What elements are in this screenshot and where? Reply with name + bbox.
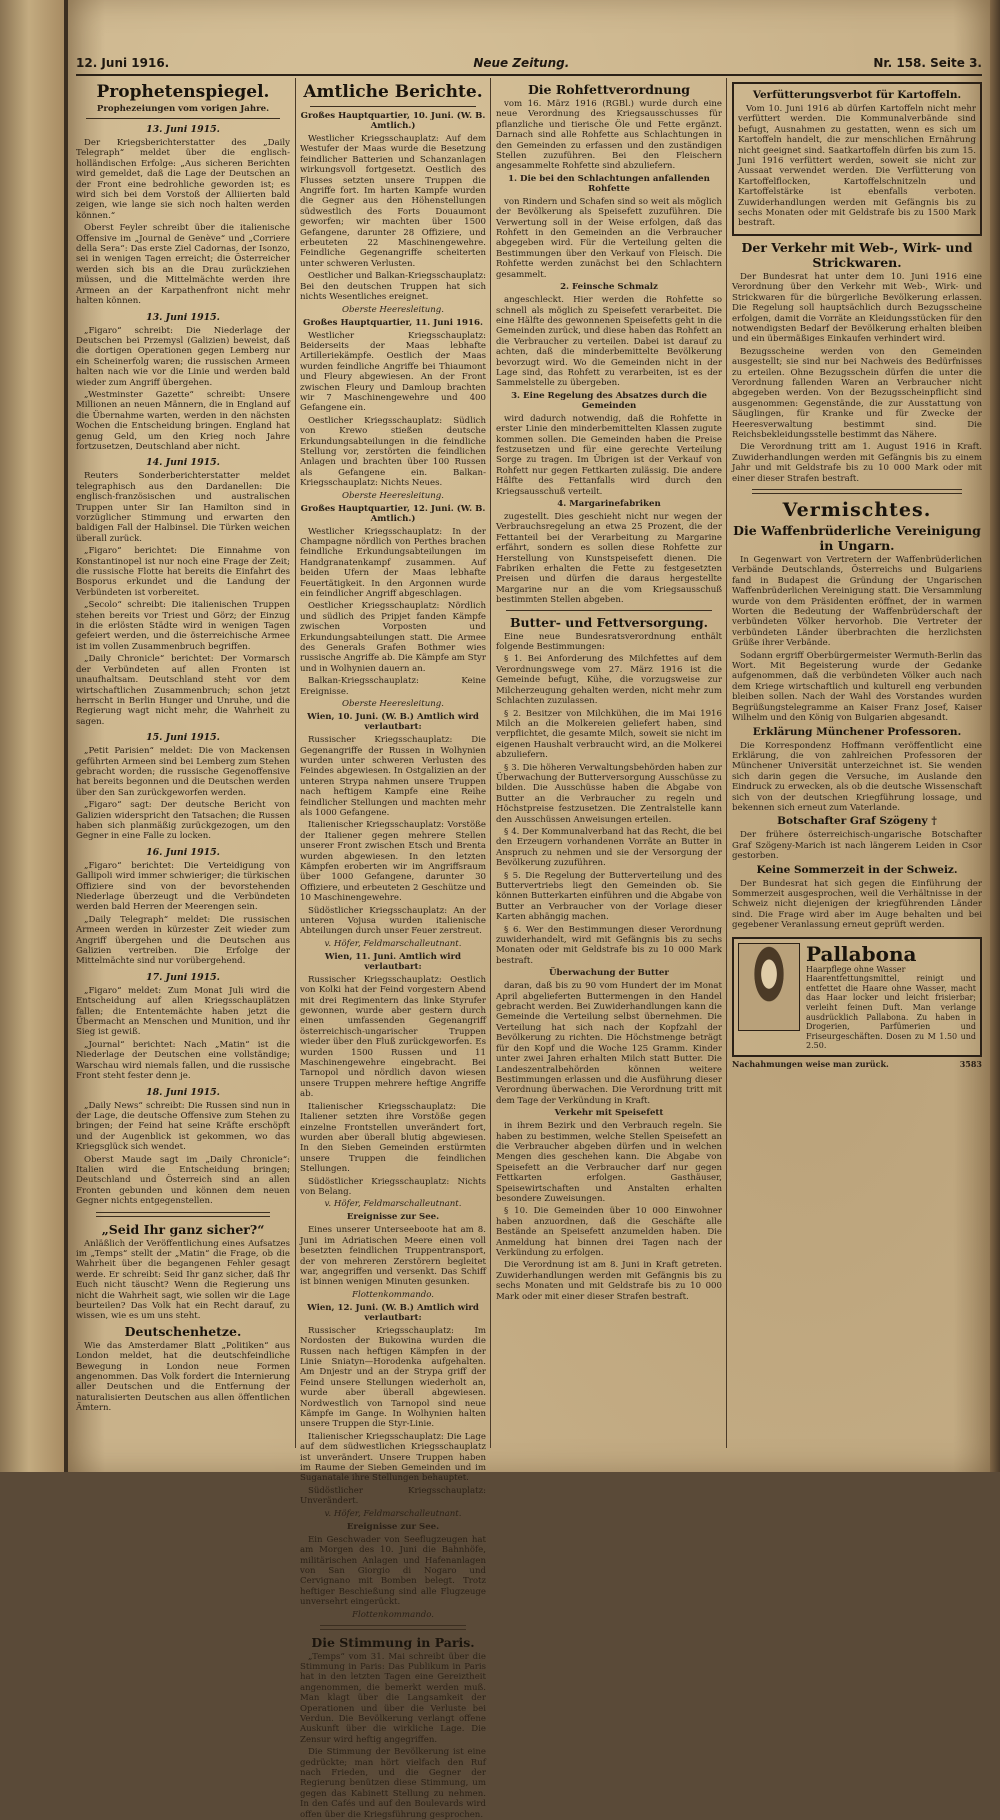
ad-portrait-image [738, 943, 800, 1031]
report-signature: v. Höfer, Feldmarschalleutnant. [324, 1508, 462, 1519]
column-1 [76, 80, 290, 1448]
article-paragraph: Italienischer Kriegsschauplatz: Vorstöße der Italiener gegen mehrere Stellen unserer Front zwischen Etsch und Brenta wurden abgewiesen. In den letzten Kämpfen eroberten wir im Angriffsraum über 1000 Gefangene, darunter 30 Offiziere, und erbeuteten 2 Geschütze und 10 Maschinengewehre. [300, 820, 486, 904]
article-paragraph: § 4. Der Kommunalverband hat das Recht, die bei den Erzeugern vorhandenen Vorräte an Butter in Anspruch zu nehmen und sie der Versorgung der Bevölkerung zuzuführen. [496, 826, 722, 869]
divider [752, 489, 962, 494]
article-paragraph: Wie das Amsterdamer Blatt „Politiken“ aus London meldet, hat die deutschfeindliche Bewegung in London neue Formen angenommen. Das Volk fordert die Internierung aller Deutschen und die Entfernung der naturalisierten Deutschen aus allen öffentlichen Ämtern. [76, 1340, 290, 1414]
article-title: Die Stimmung in Paris. [311, 1634, 475, 1650]
article-paragraph: „Westminster Gazette“ schreibt: Unsere Millionen an neuen Männern, die in England auf die Übernahme warten, werden in den nächsten Wochen die Entscheidung bringen. England hat genug Geld, um den Krieg noch Jahre fortzusetzen, Deutschland aber nicht. [76, 389, 290, 452]
article-subheading: 3. Eine Regelung des Absatzes durch die Gemeinden [511, 390, 707, 411]
report-dateline: Ereignisse zur See. [346, 1212, 440, 1223]
article-paragraph: in ihrem Bezirk und den Verbrauch regeln. Sie haben zu bestimmen, welche Stellen Speisefett an die Verbraucher abgeben dürfen und in welchen Mengen dies geschehen kann. Die Abgabe von Speisefett an die Verbraucher darf nur gegen Fettkarten erfolgen. Gasthäuser, Speisewirtschaften und Anstalten erhalten besondere Zuweisungen. [496, 1121, 722, 1204]
entry-date: 14. Juni 1915. [146, 457, 220, 469]
article-paragraph: Russischer Kriegsschauplatz: Oestlich von Kolki hat der Feind vorgestern Abend mit drei Regimentern das linke Styrufer gewonnen, wurde aber gestern durch einen umfassenden Gegenangriff österreichisch-ungarischer Truppen wieder über den Fluß zurückgeworfen. Es wurden 1500 Russen und 11 Maschinengewehre eingebracht. Bei Tarnopol und nördlich davon wiesen unsere Truppen mehrere heftige Angriffe ab. [300, 974, 486, 1100]
article-title: Botschafter Graf Szögeny † [777, 815, 937, 828]
article-paragraph: Die Korrespondenz Hoffmann veröffentlicht eine Erklärung, die von zahlreichen Professoren der Münchener Universität unterzeichnet ist. Sie wenden sich darin gegen die Versuche, im Auslande den Eindruck zu erwecken, als ob die deutsche Wissenschaft sich von der deutschen Kriegführung lossage, und bekennen sich erneut zum Vaterlande. [732, 740, 982, 813]
article-subheading: 1. Die bei den Schlachtungen anfallenden Rohfette [508, 173, 710, 194]
article-paragraph: „Figaro“ berichtet: Die Einnahme von Konstantinopel ist nur noch eine Frage der Zeit; die russische Flotte hat bereits die Einfahrt des Bosporus erkundet und die Landung der Verbündeten ist vorbereitet. [76, 546, 290, 598]
report-dateline: Großes Hauptquartier, 10. Juni. (W. B. Amtlich.) [300, 111, 486, 131]
article-title: Die Waffenbrüderliche Vereinigung in Ungarn. [733, 523, 981, 553]
article-subheading: Überwachung der Butter [549, 968, 669, 979]
article-paragraph: wird dadurch notwendig, daß die Rohfette in erster Linie den minderbemittelten Klassen zugute kommen sollen. Die Gemeinden haben die Preise festzusetzen und für eine gerechte Verteilung Sorge zu tragen. Im Übrigen ist der Verkauf von Rohfett nur gegen Fettkarten zulässig. Die andere Hälfte des Fettanfalls wird durch den Kriegsausschuß verteilt. [496, 413, 722, 497]
article-paragraph: Oestlicher Kriegsschauplatz: Südlich von Krewo stießen deutsche Erkundungsabteilungen in die feindliche Stellung vor, zerstörten die feindlichen Anlagen und brachten über 100 Russen als Gefangene ein. Balkan-Kriegsschauplatz: Nichts Neues. [300, 415, 486, 489]
article-paragraph: „Daily News“ schreibt: Die Russen sind nun in der Lage, die deutsche Offensive zum Stehen zu bringen; der Feind hat seine Kräfte erschöpft und der Augenblick ist gekommen, wo das Kriegsglück sich wendet. [76, 1100, 290, 1153]
report-dateline: Großes Hauptquartier, 12. Juni. (W. B. Amtlich.) [300, 503, 486, 524]
article-paragraph: Südöstlicher Kriegsschauplatz: Nichts von Belang. [300, 1176, 486, 1197]
article-paragraph: „Daily Telegraph“ meldet: Die russischen Armeen werden in kürzester Zeit wieder zum Angriff übergehen und die Deutschen aus Galizien vertreiben. Die Erfolge der Mittelmächte sind nur vorübergehend. [76, 914, 290, 967]
column-2 [300, 80, 486, 1820]
article-paragraph: zugestellt. Dies geschieht nicht nur wegen der Verbrauchsregelung an etwa 25 Prozent, die der Fettanteil bei der Verarbeitung zu Margarine erfährt, sondern es sollen diese Rohfette zur Herstellung von Kunstspeisefett dienen. Die Fabriken erhalten die Fette zu festgesetzten Preisen und dürfen die daraus hergestellte Margarine nur an die vom Kriegsausschuß bestimmten Stellen abgeben. [496, 512, 722, 606]
ad-description: Haarentfettungsmittel, reinigt und entfettet die Haare ohne Wasser, macht das Haar locker und leicht frisierbar; verleiht feinen Duft. Man verlange ausdrücklich Pallabona. Zu haben in Drogerien, Parfümerien und Friseurgeschäften. Dosen zu M 1.50 und 2.50. [806, 974, 976, 1051]
divider [96, 1212, 270, 1217]
article-title: Erklärung Münchener Professoren. [752, 725, 962, 738]
ad-code: 3583 [959, 1058, 982, 1069]
entry-date: 17. Juni 1915. [146, 971, 220, 983]
article-paragraph: daran, daß bis zu 90 vom Hundert der im Monat April abgelieferten Buttermengen in den Handel gebracht werden. Bei Zuwiderhandlungen kann die Gemeinde die Verteilung selbst übernehmen. Die Verteilung hat sich nach der Kopfzahl der Bevölkerung zu richten. Die Höchstmenge beträgt für den Kopf und die Woche 125 Gramm. Kinder unter zwei Jahren erhalten Milch statt Butter. Die Landeszentralbehörden können weitere Bestimmungen erlassen und die Ausführung dieser Verordnung überwachen. Die Verordnung tritt mit dem Tage der Verkündung in Kraft. [496, 981, 722, 1106]
article-paragraph: Die Verordnung ist am 8. Juni in Kraft getreten. Zuwiderhandlungen werden mit Gefängnis bis zu sechs Monaten und mit Geldstrafe bis zu 10 000 Mark oder mit einer dieser Strafen bestraft. [496, 1260, 722, 1302]
section-title: Prophetenspiegel. [96, 82, 270, 102]
article-paragraph: Der frühere österreichisch-ungarische Botschafter Graf Szögeny-Marich ist nach längerem Leiden in Csor gestorben. [732, 830, 982, 862]
article-paragraph: § 1. Bei Anforderung des Milchfettes auf dem Verordnungswege vom 27. März 1916 ist die Gemeinde befugt, Kühe, die vorzugsweise zur Milcherzeugung gehalten werden, nicht mehr zum Schlachten zuzulassen. [496, 654, 722, 707]
article-paragraph: Die Stimmung der Bevölkerung ist eine gedrückte; man hört vielfach den Ruf nach Frieden, und die Gegner der Regierung benützen diese Stimmung, um gegen das Kabinett Stellung zu nehmen. In den Cafés und auf den Boulevards wird offen über die Kriegsführung gesprochen. [300, 1747, 486, 1820]
section-subtitle: Prophezeiungen vom vorigen Jahre. [96, 104, 270, 114]
column-rule [490, 78, 491, 1448]
article-paragraph: § 6. Wer den Bestimmungen dieser Verordnung zuwiderhandelt, wird mit Gefängnis bis zu sechs Monaten oder mit Geldstrafe bis zu 10 000 Mark bestraft. [496, 924, 722, 966]
article-paragraph: Südöstlicher Kriegsschauplatz: An der unteren Vojusa wurden italienische Abteilungen durch unser Feuer zerstreut. [300, 905, 486, 937]
article-paragraph: Westlicher Kriegsschauplatz: In der Champagne nördlich von Perthes brachen feindliche Erkundungsabteilungen im Handgranatenkampf zusammen. Auf beiden Ufern der Maas lebhafte Feuertätigkeit. In den Argonnen wurde ein feindlicher Angriff abgeschlagen. [300, 526, 486, 600]
header-issue-page: Nr. 158. Seite 3. [873, 56, 982, 70]
article-paragraph: Italienischer Kriegsschauplatz: Die Lage auf dem südwestlichen Kriegsschauplatz ist unverändert. Unsere Truppen haben im Raume der Sieben Gemeinden und im Suganatale ihre Stellungen behauptet. [300, 1431, 486, 1484]
article-paragraph: Westlicher Kriegsschauplatz: Beiderseits der Maas lebhafte Artilleriekämpfe. Oestlich der Maas wurden feindliche Angriffe bei Thiaumont und Fleury abgewiesen. An der Front zwischen Fleury und Damloup brachten wir 7 Maschinengewehre und 400 Gefangene ein. [300, 330, 486, 414]
divider [86, 118, 280, 119]
article-paragraph: Eine neue Bundesratsverordnung enthält folgende Bestimmungen: [496, 631, 722, 653]
report-dateline: Wien, 11. Juni. Amtlich wird verlautbart: [324, 951, 462, 972]
report-signature: Oberste Heeresleitung. [341, 699, 445, 710]
article-paragraph: angeschleckt. Hier werden die Rohfette so schnell als möglich zu Speisefett verarbeitet. Die eine Hälfte des gewonnenen Speisefetts geht in die Gemeinden zurück, und diese haben das Rohfett an die Verbraucher zu verteilen. Dabei ist darauf zu achten, daß die minderbemittelte Bevölkerung bevorzugt wird. Wo die Gemeinden nicht in der Lage sind, das Rohfett zu verarbeiten, ist es der Sammelstelle zu übergeben. [496, 295, 722, 389]
column-rule [726, 78, 727, 1448]
article-subheading: 2. Feinsche Schmalz [560, 282, 658, 293]
ad-footer [732, 1059, 982, 1069]
article-paragraph: „Journal“ berichtet: Nach „Matin“ ist die Niederlage der Deutschen eine vollständige; Warschau wird niemals fallen, und die russische Front steht fester denn je. [76, 1039, 290, 1082]
advertisement [732, 937, 982, 1057]
article-subheading: 4. Margarinefabriken [557, 499, 661, 509]
article-subheading: Verkehr mit Speisefett [554, 1108, 664, 1119]
report-dateline: Wien, 12. Juni. (W. B.) Amtlich wird verlautbart: [307, 1302, 479, 1323]
article-paragraph: Anläßlich der Veröffentlichung eines Aufsatzes im „Temps“ stellt der „Matin“ die Frage, ob die Wahrheit über die begangenen Fehler gesagt werde. Er schreibt: Seid Ihr ganz sicher, daß Ihr Euch nicht täuscht? Wenn die Regierung uns nicht die Wahrheit sagt, wie sollen wir die Lage beurteilen? Das Volk hat ein Recht darauf, zu wissen, wie es um uns steht. [76, 1238, 290, 1322]
header-paper-name: Neue Zeitung. [473, 56, 570, 70]
article-paragraph: Russischer Kriegsschauplatz: Im Nordosten der Bukowina wurden die Russen nach heftigen Kämpfen in der Linie Sniatyn—Horodenka aufgehalten. Am Dnjestr und an der Strypa griff der Feind unsere Stellungen wiederholt an, wurde aber überall abgewiesen. Nordwestlich von Tarnopol sind neue Kämpfe im Gange. In Wolhynien halten unsere Truppen die Styr-Linie. [300, 1325, 486, 1430]
report-dateline: Wien, 10. Juni. (W. B.) Amtlich wird verlautbart: [307, 712, 479, 733]
article-paragraph: von Rindern und Schafen sind so weit als möglich der Bevölkerung als Speisefett zuzuführen. Die Verwertung soll in der Weise erfolgen, daß das Rohfett in den Gemeinden an die Verbraucher abgegeben wird. Für die Verteilung gelten die Bestimmungen über den Verkauf von Fleisch. Die Rohfette werden zunächst bei den Schlachtern gesammelt. [496, 196, 722, 280]
ad-tagline: Haarpflege ohne Wasser [806, 964, 906, 974]
ad-brand-name: Pallabona [806, 941, 917, 966]
entry-date: 13. Juni 1915. [146, 124, 220, 135]
report-dateline: Ereignisse zur See. [346, 1521, 440, 1532]
report-signature: Flottenkommando. [351, 1609, 434, 1620]
article-paragraph: In Gegenwart von Vertretern der Waffenbrüderlichen Verbände Deutschlands, Österreichs und Bulgariens fand in Budapest die Gründung der Ungarischen Waffenbrüderlichen Vereinigung statt. Die Versammlung wurde von dem Präsidenten eröffnet, der in warmen Worten die Bedeutung der Waffenbrüderschaft der verbündeten Völker hervorhob. Die Vertreter der verbündeten Länder überbrachten die herzlichsten Grüße ihrer Verbände. [732, 555, 982, 649]
article-title: Deutschenhetze. [124, 1323, 242, 1339]
divider [320, 1625, 466, 1630]
article-paragraph: „Secolo“ schreibt: Die italienischen Truppen stehen bereits vor Triest und Görz; der Einzug in die erlösten Städte wird in wenigen Tagen gefeiert werden, und die österreichische Armee ist im vollen Zusammenbruch begriffen. [76, 600, 290, 652]
article-paragraph: Russischer Kriegsschauplatz: Die Gegenangriffe der Russen in Wolhynien wurden unter schweren Verlusten des Feindes abgewiesen. In Ostgalizien an der unteren Strypa nahmen unsere Truppen nach heftigem Kampfe eine Reihe feindlicher Stellungen und machten mehr als 1000 Gefangene. [300, 735, 486, 818]
previous-page-edge [0, 0, 68, 1472]
article-paragraph: Der Bundesrat hat unter dem 10. Juni 1916 eine Verordnung über den Verkehr mit Web-, Wirk- und Strickwaren für die bürgerliche Bevölkerung erlassen. Die Regelung soll hauptsächlich durch Bezugsscheine erfolgen, damit die Vorräte an Kleidungsstücken für den notwendigsten Bedarf der Bevölkerung erhalten bleiben und ein übermäßiges Einkaufen verhindert wird. [732, 271, 982, 345]
article-paragraph: § 2. Besitzer von Milchkühen, die im Mai 1916 Milch an die Molkereien geliefert haben, sind verpflichtet, die gesamte Milch, soweit sie nicht im eigenen Haushalt verbraucht wird, an die Molkerei abzuliefern. [496, 708, 722, 761]
article-title: Keine Sommerzeit in der Schweiz. [756, 863, 958, 876]
section-title: Amtliche Berichte. [303, 82, 483, 102]
divider [310, 106, 476, 107]
article-paragraph: „Figaro“ meldet: Zum Monat Juli wird die Entscheidung auf allen Kriegsschauplätzen fallen; die Ententemächte haben jetzt die Übermacht an Menschen und Munition, und ihr Sieg ist gewiß. [76, 985, 290, 1038]
article-paragraph: „Figaro“ sagt: Der deutsche Bericht von Galizien widerspricht den Tatsachen; die Russen haben sich planmäßig zurückgezogen, um den Gegner in eine Falle zu locken. [76, 800, 290, 842]
article-paragraph: Ein Geschwader von Seeflugzeugen hat am Morgen des 10. Juni die Bahnhöfe, militärischen Anlagen und Hafenanlagen von San Giorgio di Nogaro und Cervignano mit Bomben belegt. Trotz heftiger Beschießung sind alle Flugzeuge unversehrt eingerückt. [300, 1534, 486, 1608]
column-4 [732, 80, 982, 1448]
article-title: Butter- und Fettversorgung. [509, 614, 708, 630]
page-header [76, 52, 982, 76]
entry-date: 13. Juni 1915. [146, 311, 220, 323]
newspaper-page [68, 0, 990, 1820]
article-title: Verfütterungsverbot für Kartoffeln. [752, 89, 962, 101]
article-paragraph: Oberst Feyler schreibt über die italienische Offensive im „Journal de Genève“ und „Corriere della Sera“: Das erste Ziel Cadornas, der Isonzo, sei in wenigen Tagen erreicht; die Österreicher werden sich bis an die Drau zurückziehen müssen, und die Mittelmächte werden ihre Armeen an der Karpathenfront nicht mehr halten können. [76, 223, 290, 307]
ad-footer-note: Nachahmungen weise man zurück. [732, 1058, 889, 1069]
article-title: Die Rohfettverordnung [527, 82, 691, 97]
article-paragraph: Eines unserer Unterseeboote hat am 8. Juni im Adriatischen Meere einen voll besetzten feindlichen Truppentransport, der von mehreren Zerstörern begleitet war, angegriffen und versenkt. Das Schiff ist binnen wenigen Minuten gesunken. [300, 1225, 486, 1288]
article-paragraph: Vom 10. Juni 1916 ab dürfen Kartoffeln nicht mehr verfüttert werden. Die Kommunalverbände sind befugt, Ausnahmen zu gestatten, wenn es sich um Kartoffeln handelt, die zur menschlichen Ernährung nicht geeignet sind. Saatkartoffeln dürfen bis zum 15. Juni 1916 verfüttert werden, soweit sie nicht zur Aussaat verwendet werden. Die Verfütterung von Kartoffelflocken, Kartoffelschnitzeln und Kartoffelstärke ist ebenfalls verboten. Zuwiderhandlungen werden mit Gefängnis bis zu sechs Monaten oder mit Geldstrafe bis zu 1500 Mark bestraft. [738, 104, 976, 229]
article-paragraph: § 5. Die Regelung der Butterverteilung und des Buttervertriebs liegt den Gemeinden ob. Sie können Butterkarten einführen und die Abgabe von Butter an Verbraucher von der Vorlage dieser Karten abhängig machen. [496, 870, 722, 923]
entry-date: 15. Juni 1915. [146, 732, 220, 744]
article-paragraph: „Figaro“ schreibt: Die Niederlage der Deutschen bei Przemysl (Galizien) beweist, daß die dortigen Operationen gegen Lemberg nur ein Scheinerfolg waren; die russischen Armeen halten nach wie vor die Linie und werden bald wieder zum Angriff übergehen. [76, 325, 290, 388]
article-paragraph: „Petit Parisien“ meldet: Die von Mackensen geführten Armeen sind bei Lemberg zum Stehen gebracht worden; die russische Gegenoffensive hat bereits begonnen und die Deutschen werden über den San zurückgeworfen werden. [76, 746, 290, 798]
column-rule [295, 78, 296, 1448]
entry-date: 18. Juni 1915. [146, 1086, 220, 1098]
divider [506, 610, 712, 611]
article-paragraph: Reuters Sonderberichterstatter meldet telegraphisch aus den Dardanellen: Die englisch-französischen und australischen Truppen unter Sir Ian Hamilton sind in vorzüglicher Stimmung und erwarten den baldigen Fall der Halbinsel. Die Türken weichen überall zurück. [76, 471, 290, 544]
report-signature: Flottenkommando. [351, 1289, 434, 1300]
article-paragraph: Oestlicher Kriegsschauplatz: Nördlich und südlich des Pripjet fanden Kämpfe zwischen Vorposten und Erkundungsabteilungen statt. Die Armee des Generals Grafen Bothmer wies russische Angriffe ab. Die Kämpfe am Styr und in Wolhynien dauern an. [300, 601, 486, 674]
article-paragraph: Der Bundesrat hat sich gegen die Einführung der Sommerzeit ausgesprochen, weil die Verhältnisse in der Schweiz nicht diejenigen der kriegführenden Länder sind. Die Frage wird aber im Auge behalten und bei gegebener Veranlassung erneut geprüft werden. [732, 878, 982, 931]
header-date: 12. Juni 1916. [76, 56, 170, 70]
article-paragraph: Westlicher Kriegsschauplatz: Auf dem Westufer der Maas wurde die Besetzung feindlicher Batterien und Schanzanlagen wirkungsvoll fortgesetzt. Oestlich des Flusses setzten unsere Truppen die Angriffe fort. Im harten Kampfe wurden die Gegner aus den Höhenstellungen südwestlich des Forts Douaumont geworfen; wir machten über 1500 Gefangene, darunter 28 Offiziere, und erbeuteten 22 Maschinengewehre. Feindliche Gegenangriffe scheiterten unter schweren Verlusten. [300, 134, 486, 269]
article-paragraph: Italienischer Kriegsschauplatz: Die Italiener setzten ihre Vorstöße gegen einzelne Frontstellen unverändert fort, wurden aber überall blutig abgewiesen. In den Sieben Gemeinden erstürmten unsere Truppen die feindlichen Stellungen. [300, 1101, 486, 1175]
article-paragraph: Der Kriegsberichterstatter des „Daily Telegraph“ meldet über die englisch-holländischen Erfolge: „Aus sicheren Berichten wird gemeldet, daß die Lage der Deutschen an der Front eine bedrohliche geworden ist; es wird sich bei dem Vorstoß der Alliierten bald zeigen, wie lange sie sich noch halten werden können.“ [76, 138, 290, 221]
article-paragraph: Oberst Maude sagt im „Daily Chronicle“: Italien wird die Entscheidung bringen; Deutschland und Österreich sind an allen Fronten gebunden und können dem neuen Gegner nichts entgegenstellen. [76, 1154, 290, 1207]
report-signature: v. Höfer, Feldmarschalleutnant. [324, 938, 462, 949]
article-title: „Seid Ihr ganz sicher?“ [101, 1221, 265, 1237]
ad-text-block [806, 943, 976, 1051]
article-paragraph: Sodann ergriff Oberbürgermeister Wermuth-Berlin das Wort. Mit Begeisterung wurde der Gedanke aufgenommen, daß die verbündeten Völker auch nach dem Kriege wirtschaftlich und kulturell eng verbunden bleiben sollen. Nach der Wahl des Vorstandes wurden Begrüßungstelegramme an Kaiser Franz Josef, Kaiser Wilhelm und den König von Bulgarien abgesandt. [732, 650, 982, 724]
entry-date: 16. Juni 1915. [146, 846, 220, 858]
article-paragraph: Bezugsscheine werden von den Gemeinden ausgestellt; sie sind nur bei Nachweis des Bedürfnisses zu erteilen. Ohne Bezugsschein dürfen die unter die Verordnung fallenden Waren an Verbraucher nicht abgegeben werden. Von der Bezugsscheinpflicht sind ausgenommen: Gegenstände, die zur Ausstattung von Säuglingen, für Kranke und für Zwecke der Heeresverwaltung bestimmt sind. Die Reichsbekleidungsstelle bestimmt das Nähere. [732, 346, 982, 440]
article-paragraph: Die Verordnung tritt am 1. August 1916 in Kraft. Zuwiderhandlungen werden mit Gefängnis bis zu einem Jahr und mit Geldstrafe bis zu 10 000 Mark oder mit einer dieser Strafen bestraft. [732, 442, 982, 484]
article-paragraph: vom 16. März 1916 (RGBl.) wurde durch eine neue Verordnung des Kriegsausschusses für pflanzliche und tierische Öle und Fette ergänzt. Darnach sind alle Rohfette aus Schlachtungen in den Gemeinden zu erfassen und den zuständigen Stellen zuzuführen. Bei den Fleischern angesammelte Rohfette sind abzuliefern. [496, 99, 722, 172]
report-signature: Oberste Heeresleitung. [341, 490, 445, 501]
column-3 [496, 80, 722, 1448]
binding-edge [990, 0, 1000, 1472]
report-dateline: Großes Hauptquartier, 11. Juni 1916. [303, 317, 483, 328]
article-paragraph: § 3. Die höheren Verwaltungsbehörden haben zur Überwachung der Butterversorgung Ausschüsse zu bilden. Die Ausschüsse haben die Abgabe von Butter an die Verbraucher zu regeln und Höchstpreise festzusetzen. Die Zentralstelle kann den Ausschüssen Anweisungen erteilen. [496, 762, 722, 825]
article-paragraph: „Daily Chronicle“ berichtet: Der Vormarsch der Verbündeten auf allen Fronten ist unaufhaltsam. Deutschland steht vor dem wirtschaftlichen Zusammenbruch; schon jetzt herrscht in Berlin Hunger und Unruhe, und die Regierung wagt nicht mehr, die Wahrheit zu sagen. [76, 654, 290, 727]
article-title: Der Verkehr mit Web-, Wirk- und Strickwaren. [741, 239, 973, 270]
report-signature: v. Höfer, Feldmarschalleutnant. [324, 1199, 462, 1210]
article-paragraph: § 10. Die Gemeinden über 10 000 Einwohner haben anzuordnen, daß die Geschäfte alle Bestände an Speisefett anzumelden haben. Die Anmeldung hat binnen drei Tagen nach der Verkündung zu erfolgen. [496, 1206, 722, 1258]
article-paragraph: Oestlicher und Balkan-Kriegsschauplatz: Bei den deutschen Truppen hat sich nichts Wesentliches ereignet. [300, 271, 486, 303]
article-paragraph: „Figaro“ berichtet: Die Verteidigung von Gallipoli wird immer schwieriger; die türkischen Offiziere sind von der bevorstehenden Niederlage überzeugt und die Verbündeten werden bald Herren der Meerengen sein. [76, 860, 290, 913]
article-paragraph: Südöstlicher Kriegsschauplatz: Unverändert. [300, 1485, 486, 1507]
boxed-notice [732, 82, 982, 236]
section-title: Vermischtes. [782, 499, 932, 521]
article-paragraph: „Temps“ vom 31. Mai schreibt über die Stimmung in Paris: Das Publikum in Paris hat in den letzten Tagen eine Gereiztheit angenommen, die bemerkt werden muß. Man klagt über die Langsamkeit der Operationen und über die Verluste bei Verdun. Die Bevölkerung verlangt offene Auskunft über die wirkliche Lage. Die Zensur wird heftig angegriffen. [300, 1651, 486, 1745]
report-signature: Oberste Heeresleitung. [341, 304, 445, 315]
article-paragraph: Balkan-Kriegsschauplatz: Keine Ereignisse. [300, 676, 486, 697]
